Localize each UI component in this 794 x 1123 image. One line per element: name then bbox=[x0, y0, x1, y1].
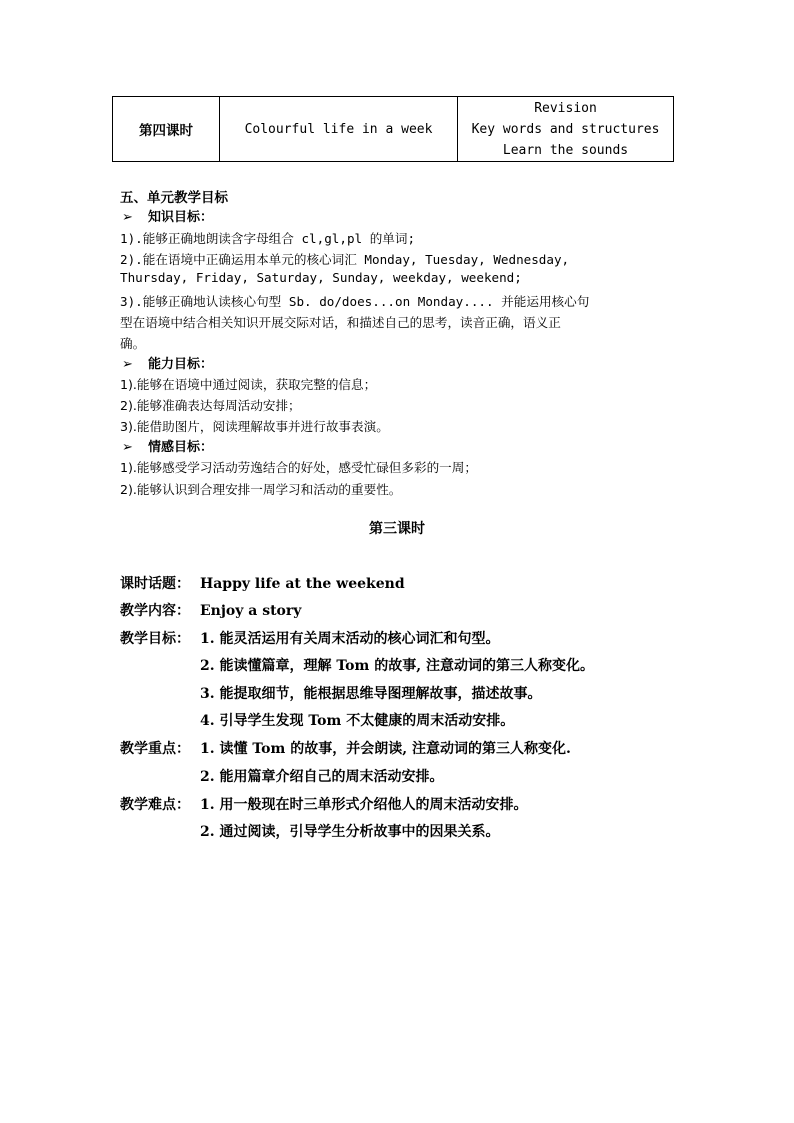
content-line: Revision bbox=[534, 100, 597, 116]
ability-item: 1).能够在语境中通过阅读，获取完整的信息； bbox=[120, 377, 377, 392]
key-row bbox=[120, 738, 571, 758]
topic-label: 课时话题： bbox=[120, 576, 190, 592]
knowledge-item: Thursday, Friday, Saturday, Sunday, weekday, weekend; bbox=[120, 270, 522, 285]
difficulty-label: 教学难点： bbox=[120, 797, 190, 813]
heading-text: 情感目标： bbox=[148, 440, 214, 455]
goal-item: 4. 引导学生发现 Tom 不太健康的周末活动安排。 bbox=[200, 713, 515, 729]
ability-item: 2).能够准确表达每周活动安排； bbox=[120, 398, 301, 413]
lesson3-title: 第三课时 bbox=[369, 521, 425, 537]
ability-item: 3).能借助图片，阅读理解故事并进行故事表演。 bbox=[120, 419, 389, 434]
goals-row bbox=[120, 628, 500, 648]
content-line: Learn the sounds bbox=[502, 142, 629, 158]
difficulty-row bbox=[120, 794, 528, 814]
content-row bbox=[120, 600, 301, 620]
content-line: Key words and structures bbox=[471, 121, 660, 137]
knowledge-heading bbox=[122, 206, 213, 225]
lesson-table bbox=[112, 96, 674, 162]
knowledge-item: 1).能够正确地朗读含字母组合 cl,gl,pl 的单词; bbox=[120, 231, 416, 246]
emotion-item: 1).能够感受学习活动劳逸结合的好处，感受忙碌但多彩的一周； bbox=[120, 460, 477, 475]
unit-goals-title: 五、单元教学目标 bbox=[120, 190, 228, 206]
goal-item: 3. 能提取细节，能根据思维导图理解故事，描述故事。 bbox=[200, 686, 542, 702]
emotion-heading bbox=[122, 436, 213, 455]
difficulty-item: 2. 通过阅读，引导学生分析故事中的因果关系。 bbox=[200, 824, 500, 840]
heading-text: 能力目标： bbox=[148, 357, 214, 372]
table-row bbox=[113, 97, 674, 162]
arrow-bullet-icon: ➢ bbox=[122, 440, 133, 455]
key-item: 2. 能用篇章介绍自己的周末活动安排。 bbox=[200, 769, 444, 785]
heading-text: 知识目标： bbox=[148, 210, 214, 225]
topic-value: Happy life at the weekend bbox=[200, 576, 405, 592]
knowledge-item: 2).能在语境中正确运用本单元的核心词汇 Monday, Tuesday, Wednesday, bbox=[120, 252, 570, 267]
ability-heading bbox=[122, 353, 213, 372]
knowledge-item: 3).能够正确地认读核心句型 Sb. do/does...on Monday.... 并能运用核心句 bbox=[120, 294, 590, 309]
arrow-bullet-icon: ➢ bbox=[122, 210, 133, 225]
arrow-bullet-icon: ➢ bbox=[122, 357, 133, 372]
knowledge-item: 确。 bbox=[120, 336, 146, 351]
lesson-content-cell bbox=[458, 97, 674, 162]
knowledge-item: 型在语境中结合相关知识开展交际对话，和描述自己的思考，读音正确，语义正 bbox=[120, 315, 561, 330]
key-label: 教学重点： bbox=[120, 741, 190, 757]
goal-item: 2. 能读懂篇章，理解 Tom 的故事, 注意动词的第三人称变化。 bbox=[200, 658, 594, 674]
lesson-label-cell: 第四课时 bbox=[113, 97, 220, 162]
key-item: 1. 读懂 Tom 的故事，并会朗读, 注意动词的第三人称变化. bbox=[200, 741, 571, 757]
lesson-topic-cell: Colourful life in a week bbox=[220, 97, 458, 162]
content-label: 教学内容： bbox=[120, 603, 190, 619]
goals-label: 教学目标： bbox=[120, 631, 190, 647]
goal-item: 1. 能灵活运用有关周末活动的核心词汇和句型。 bbox=[200, 631, 500, 647]
topic-row bbox=[120, 573, 405, 593]
content-value: Enjoy a story bbox=[200, 603, 302, 619]
difficulty-item: 1. 用一般现在时三单形式介绍他人的周末活动安排。 bbox=[200, 797, 528, 813]
emotion-item: 2).能够认识到合理安排一周学习和活动的重要性。 bbox=[120, 482, 402, 497]
